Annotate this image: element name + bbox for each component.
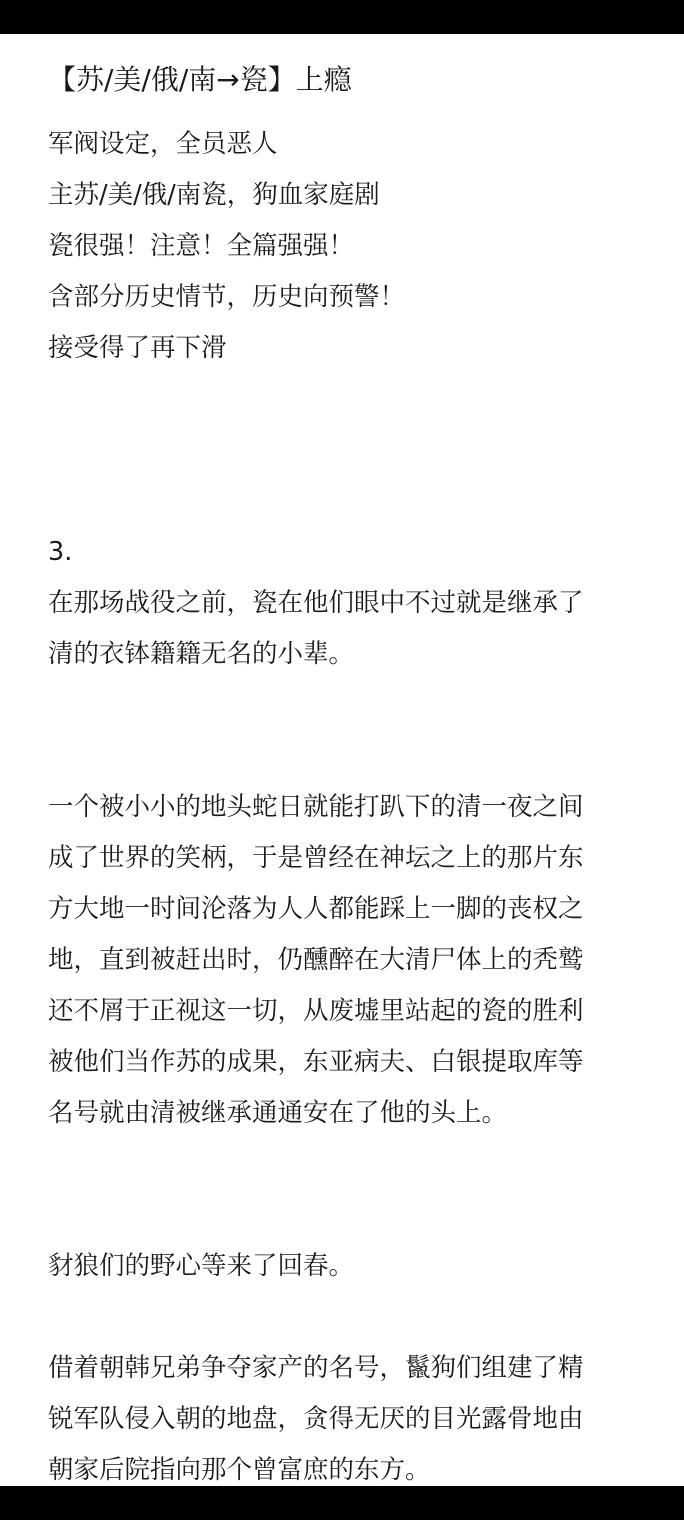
intro-line: 军阀设定，全员恶人 (48, 129, 278, 159)
intro-line: 瓷很强！注意！全篇强强！ (48, 231, 355, 261)
intro-line: 含部分历史情节，历史向预警！ (48, 282, 406, 312)
paragraph-line: 在那场战役之前，瓷在他们眼中不过就是继承了 (48, 588, 584, 618)
chapter-number: 3. (48, 537, 73, 567)
paragraph-line: 还不屑于正视这一切，从废墟里站起的瓷的胜利 (48, 996, 584, 1026)
paragraph-line: 方大地一时间沦落为人人都能踩上一脚的丧权之 (48, 894, 584, 924)
status-bar (0, 0, 684, 34)
paragraph-line: 成了世界的笑柄，于是曾经在神坛之上的那片东 (48, 843, 584, 873)
navigation-bar (0, 1486, 684, 1520)
paragraph-line: 被他们当作苏的成果，东亚病夫、白银提取库等 (48, 1047, 584, 1077)
paragraph-line: 地，直到被赶出时，仍醺醉在大清尸体上的秃鹫 (48, 945, 584, 975)
paragraph-line: 锐军队侵入朝的地盘，贪得无厌的目光露骨地由 (48, 1404, 584, 1434)
paragraph-line: 借着朝韩兄弟争夺家产的名号，鬣狗们组建了精 (48, 1353, 584, 1383)
paragraph-line: 名号就由清被继承通通安在了他的头上。 (48, 1098, 508, 1128)
paragraph-line: 清的衣钵籍籍无名的小辈。 (48, 639, 355, 669)
intro-line: 接受得了再下滑 (48, 333, 227, 363)
intro-line: 主苏/美/俄/南瓷，狗血家庭剧 (48, 180, 380, 210)
paragraph-line: 豺狼们的野心等来了回春。 (48, 1251, 355, 1281)
paragraph-line: 一个被小小的地头蛇日就能打趴下的清一夜之间 (48, 792, 584, 822)
paragraph-line: 朝家后院指向那个曾富庶的东方。 (48, 1455, 431, 1485)
page-title: 【苏/美/俄/南→瓷】上瘾 (48, 63, 352, 96)
